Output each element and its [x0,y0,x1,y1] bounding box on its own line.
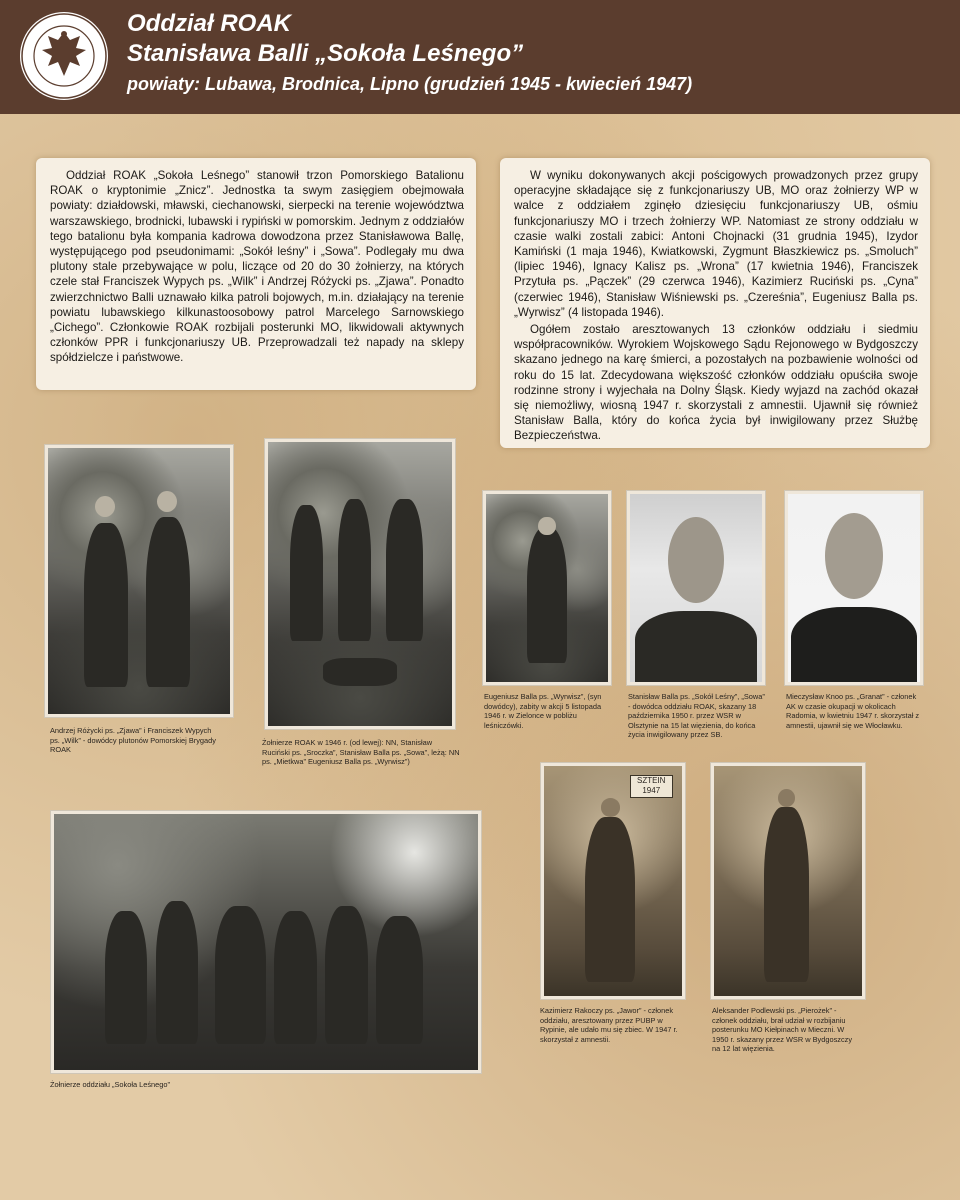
header-banner [0,0,960,114]
caption-photo-3: Eugeniusz Balla ps. „Wyrwisz”, (syn dowódcy), zabity w akcji 5 listopada 1946 r. w Zielonce w pobliżu leśniczówki. [484,692,602,730]
photo-two-commanders [44,444,234,718]
caption-photo-6: Żołnierze oddziału „Sokoła Leśnego” [50,1080,170,1089]
caption-photo-7: Kazimierz Rakoczy ps. „Jawor” - członek oddziału, aresztowany przez PUBP w Rypinie, ale udało mu się zbiec. W 1947 r. skorzystał z amnestii. [540,1006,678,1044]
caption-photo-1: Andrzej Różycki ps. „Zjawa” i Franciszek Wypych ps. „Wilk” - dowódcy plutonów Pomorskiej Brygady ROAK [50,726,216,754]
caption-photo-4: Stanisław Balla ps. „Sokół Leśny”, „Sowa” - dowódca oddziału ROAK, skazany 18 października 1950 r. przez WSR w Olsztynie na 15 lat więzienia, do końca życia inwigilowany przez SB. [628,692,765,739]
caption-photo-5: Mieczysław Knoo ps. „Granat” - członek AK w czasie okupacji w okolicach Radomia, w kwietniu 1947 r. skorzystał z amnestii, ujawnił się we Włocławku. [786,692,920,730]
paragraph: W wyniku dokonywanych akcji pościgowych prowadzonych przez grupy operacyjne składające się z funkcjonariuszy UB, MO oraz żołnierzy WP w walce z oddziałem zginęło dziesięciu funkcjonariuszy UB, ośmiu funkcjonariuszy MO i trzech żołnierzy WP. Natomiast ze strony oddziału w czasie walki zostali zabici: Antoni Chojnacki (31 grudnia 1945), Izydor Kamiński (1 maja 1946), Kwiatkowski, Zygmunt Błaszkiewicz ps. „Smoluch” (lipiec 1946), Ignacy Kalisz ps. „Wrona” (17 kwietnia 1946), Franciszek Przytuła ps. „Pączek” (29 czerwca 1946), Kazimierz Ruciński ps. „Cyna” (czerwiec 1946), Stanisław Wiśniewski ps. „Czereśnia”, Eugeniusz Balla ps. „Wyrwisz” (4 listopada 1946). [514,169,918,319]
caption-photo-8: Aleksander Podlewski ps. „Pierożek” - członek oddziału, brał udział w rozbijaniu posterunku MO Kiełpinach w Mieczni. W 1950 r. skazany przez WSR w Bydgoszczy na 12 lat więzienia. [712,1006,853,1053]
photo-eugeniusz-balla [482,490,612,686]
caption-photo-2: Żołnierze ROAK w 1946 r. (od lewej): NN, Stanisław Ruciński ps. „Sroczka”, Stanisław Balla ps. „Sowa”, leżą: NN ps. „Mietkwa” Eugeniusz Balla ps. „Wyrwisz”) [262,738,460,766]
sign-board-text: SZTEIN 1947 [637,776,666,796]
sign-board [630,775,673,798]
paragraph: Oddział ROAK „Sokoła Leśnego” stanowił trzon Pomorskiego Batalionu ROAK o kryptonimie „Znicz”. Jednostka ta swym zasięgiem obejmowała powiaty: działdowski, mławski, ciechanowski, sierpecki na terenie województwa warszawskiego, brodnicki, lubawski i rypiński w pomorskim. Jednym z oddziałów tego batalionu była kompania kadrowa dowodzona przez Stanisławowa Ballę, występującego pod pseudonimami: „Sokół leśny” i „Sowa”. Podlegały mu dwa plutony stale przebywające w polu, liczące od 20 do 30 żołnierzy, na których czele stał Franciszek Wypych ps. „Wilk” i Andrzej Różycki ps. „Zjawa”. Ponadto zwierzchnictwo Balli uznawało kilka patroli bojowych, m.in. działający na terenie powiatu lubawskiego kilkunastoosobowy patrol Marcelego Sarnowskiego „Cichego”. Członkowie ROAK rozbijali posterunki MO, likwidowali aktywnych członków PPR i funkcjonariuszy UB. Przeprowadzali też napady na sklepy spółdzielcze i państwowe. [50,169,464,365]
photo-group-forest-1946 [264,438,456,730]
paragraph: Ogółem zostało aresztowanych 13 członków oddziału i siedmiu współpracowników. Wyrokiem Wojskowego Sądu Rejonowego w Bydgoszczy skazano jednego na karę śmierci, a pozostałych na pozbawienie wolności od roku do 15 lat. Zdecydowana większość członków oddziału opuściła swoje rodzinne strony i wyjechała na Dolny Śląsk. Kiedy wyjazd na zachód okazał się niemożliwy, wiosną 1947 r. skorzystali z amnestii. Ujawnił się również Stanisław Balla, który do końca życia był inwigilowany przez Służbę Bezpieczeństwa. [514,323,918,443]
text-box-left [36,158,476,390]
photo-mieczyslaw-knoo [784,490,924,686]
ipn-eagle-emblem-icon [18,10,110,102]
photo-aleksander-podlewski [710,762,866,1000]
title-line-3: powiaty: Lubawa, Brodnica, Lipno (grudzień 1945 - kwiecień 1947) [127,74,693,94]
photo-stanislaw-balla [626,490,766,686]
title-line-1: Oddział ROAK [127,10,292,37]
photo-kazimierz-rakoczy [540,762,686,1000]
text-box-right [500,158,930,448]
title-line-2: Stanisława Balli „Sokoła Leśnego” [127,40,524,67]
photo-sokol-lesny-unit [50,810,482,1074]
